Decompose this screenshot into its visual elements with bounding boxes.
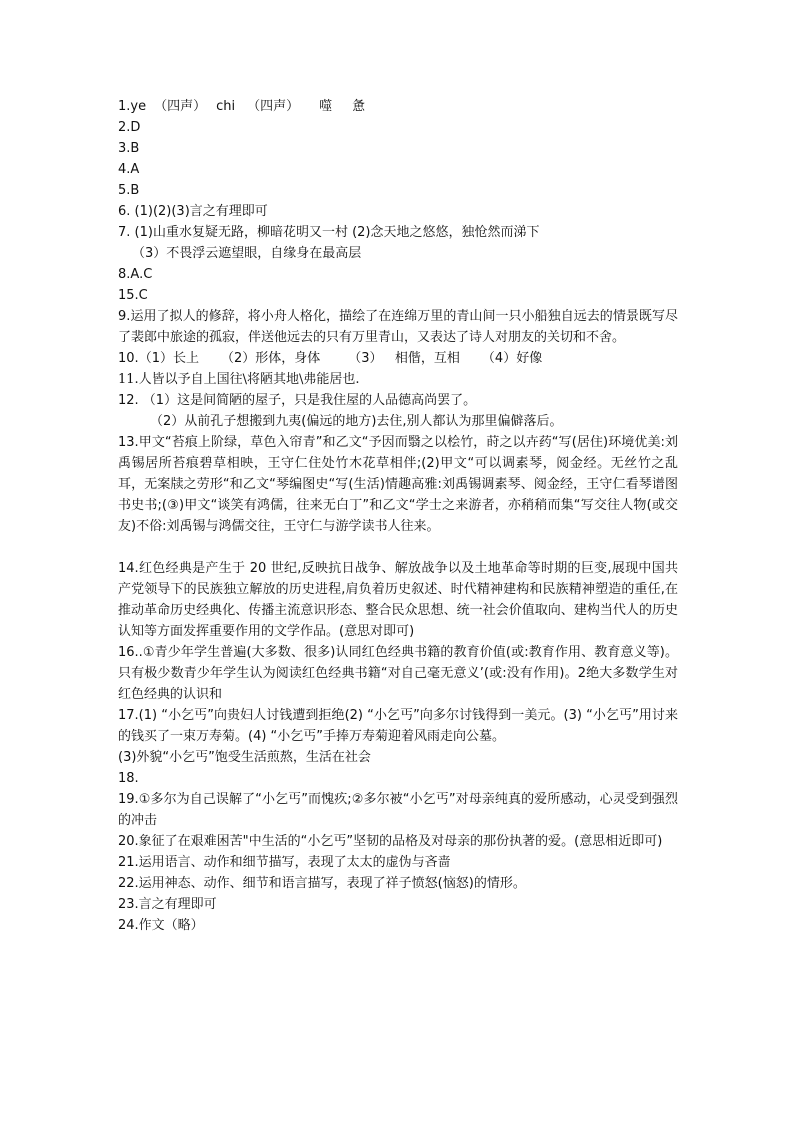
answer-1-char-1: 噬 [319,99,333,114]
answer-19: 19.①多尔为自己误解了“小乞丐”而愧疚;②多尔被“小乞丐”对母亲纯真的爱所感动，心灵受到强烈的冲击 [118,792,678,828]
answer-1 [118,96,678,117]
answer-4: 4.A [118,162,140,177]
answer-7-line-1: 7. (1)山重水复疑无路，柳暗花明又一村 (2)念天地之悠悠，独怆然而涕下 [118,225,540,240]
answer-23: 23.言之有理即可 [118,897,217,912]
answer-10-item-2: （2）形体，身体 [220,351,321,366]
answer-10-item-4: （4）好像 [481,351,543,366]
answer-10-item-3: （3） 相偕，互相 [348,351,460,366]
answer-1-tone-1: （四声） [154,99,207,114]
answer-10 [118,348,678,369]
answer-18: 18. [118,771,139,786]
answer-5: 5.B [118,183,140,198]
answer-8: 8.A.C [118,267,153,282]
answer-15: 15.C [118,288,148,303]
answer-2: 2.D [118,120,141,135]
answer-14: 14.红色经典是产生于 20 世纪,反映抗日战争、解放战争以及土地革命等时期的巨变,展现中国共产党领导下的民族独立解放的历史进程,肩负着历史叙述、时代精神建构和民族精神塑造的重任,在推动革命历史经典化、传播主流意识形态、整合民众思想、统一社会价值取向、建构当代人的历史认知等方面发挥重要作用的文学作品。(意思对即可) [118,561,678,639]
answer-10-number: 10. [118,351,139,366]
answer-1-pinyin-1: 1.ye [118,99,147,114]
answer-12-line-2: （2）从前孔子想搬到九夷(偏远的地方)去住,别人都认为那里偏僻落后。 [150,414,563,429]
answer-7-line-2: （3）不畏浮云遮望眼，自缘身在最高层 [132,246,362,261]
answer-17-extra: (3)外貌“小乞丐”饱受生活煎熬，生活在社会 [118,750,371,765]
answer-1-pinyin-2: chi [216,99,236,114]
answer-1-tone-2: （四声） [247,99,300,114]
answer-20: 20.象征了在艰难困苦"中生活的“小乞丐”坚韧的品格及对母亲的那份执著的爱。(意思相近即可) [118,834,663,849]
answer-1-char-2: 惫 [352,99,366,114]
blank-line [118,537,678,558]
answer-9: 9.运用了拟人的修辞，将小舟人格化，描绘了在连绵万里的青山间一只小船独自远去的情景既写尽了裴郎中旅途的孤寂，伴送他远去的只有万里青山，又表达了诗人对朋友的关切和不舍。 [118,309,678,345]
answer-3: 3.B [118,141,140,156]
answer-12-line-1: 12. （1）这是间简陋的屋子，只是我住屋的人品德高尚罢了。 [118,393,477,408]
answer-22: 22.运用神态、动作、细节和语言描写，表现了祥子愤怒(恼怒)的情形。 [118,876,526,891]
answer-10-item-1: （1）长上 [138,351,199,366]
answer-11: 11.人皆以予自上国往\将陋其地\弗能居也. [118,372,360,387]
answer-list [118,96,678,936]
answer-17: 17.(1) “小乞丐”向贵妇人讨钱遭到拒绝(2) “小乞丐”向多尔讨钱得到一美元。(3) “小乞丐”用讨来的钱买了一束万寿菊。(4) “小乞丐”手捧万寿菊迎着风雨走向公墓。 [118,708,678,744]
answer-16: 16..①青少年学生普遍(大多数、很多)认同红色经典书籍的教育价值(或:教育作用、教育意义等)。只有极少数青少年学生认为阅读红色经典书籍“对自己毫无意义’(或:没有作用)。2绝大多数学生对红色经典的认识和 [118,645,678,702]
answer-21: 21.运用语言、动作和细节描写，表现了太太的虚伪与吝啬 [118,855,451,870]
answer-6: 6. (1)(2)(3)言之有理即可 [118,204,268,219]
answer-24: 24.作文（略） [118,918,204,933]
answer-13: 13.甲文“苔痕上阶绿，草色入帘青”和乙文“予因而翳之以桧竹，莳之以卉药“写(居住)环境优美:刘禹锡居所苔痕碧草相映，王守仁住处竹木花草相伴;(2)甲文“可以调素琴，阅金经。无丝竹之乱耳，无案牍之劳形“和乙文“琴编图史“写(生活)情趣高雅:刘禹锡调素琴、阅金经，王守仁看琴谱图书史书;(③)甲文“谈笑有鸿儒，往来无白丁”和乙文“学士之来游者，亦稍稍而集“写交往人物(或交友)不俗:刘禹锡与鸿儒交往，王守仁与游学读书人往来。 [118,435,678,534]
